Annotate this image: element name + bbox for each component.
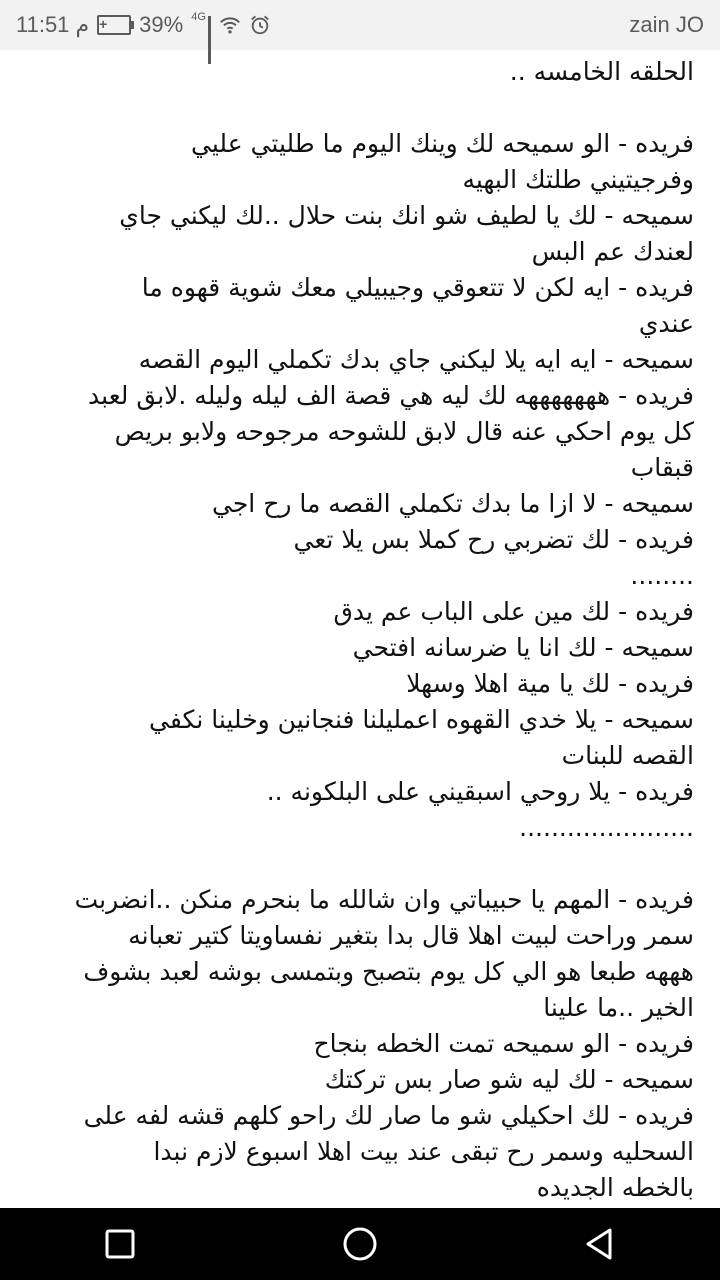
wifi-icon: [219, 14, 241, 36]
text-line: هههه طبعا هو الي كل يوم بتصبح وبتمسى بوشه لعبد بشوف: [83, 957, 694, 986]
home-button[interactable]: [330, 1214, 390, 1274]
text-line: فريده - هههههههه لك ليه هي قصة الف ليله وليله .لابق لعبد: [88, 381, 694, 410]
text-line: سميحه - ايه ايه يلا ليكني جاي بدك تكملي اليوم القصه: [138, 345, 694, 374]
text-line: فريده - لك احكيلي شو ما صار لك راحو كلهم قشه لفه على: [83, 1101, 694, 1130]
text-line: وفرجيتيني طلتك البهيه: [462, 165, 694, 194]
status-bar: [0, 0, 720, 50]
text-line: فريده - لك مين على الباب عم يدق: [333, 597, 694, 626]
text-line: بالخطه الجديده: [536, 1173, 694, 1200]
text-line: [20, 846, 694, 882]
text-line: [20, 90, 694, 126]
text-line: عندي: [638, 309, 694, 338]
text-line: سميحه - لا ازا ما بدك تكملي القصه ما رح اجي: [212, 489, 694, 518]
recents-button[interactable]: [90, 1214, 150, 1274]
text-line: القصه للبنات: [561, 741, 694, 770]
text-line: سميحه - لك ليه شو صار بس تركتك: [324, 1065, 694, 1094]
navigation-bar: [0, 1208, 720, 1280]
signal-icon: [208, 16, 211, 34]
status-icons: [16, 12, 271, 38]
back-triangle-icon: [584, 1227, 616, 1261]
text-line: فريده - الو سميحه لك وينك اليوم ما طليتي عليي: [191, 129, 694, 158]
text-line: فريده - ايه لكن لا تتعوقي وجيبيلي معك شوية قهوه ما: [141, 273, 694, 302]
alarm-clock-icon: [249, 14, 271, 36]
text-line: فريده - يلا روحي اسبقيني على البلكونه ..: [266, 777, 694, 806]
carrier-name: zain JO: [629, 12, 704, 37]
text-line: لعندك عم البس: [531, 237, 694, 266]
battery-icon: +: [97, 15, 131, 35]
back-button[interactable]: [570, 1214, 630, 1274]
text-line: فريده - لك تضربي رح كملا بس يلا تعي: [293, 525, 694, 554]
text-line: فريده - المهم يا حبيباتي وان شالله ما بنحرم منكن ..انضربت: [74, 885, 694, 914]
square-icon: [104, 1228, 136, 1260]
text-line: كل يوم احكي عنه قال لابق للشوحه مرجوحه ولابو بريص: [114, 417, 694, 446]
network-type: 4G: [191, 11, 206, 23]
text-line: فريده - لك يا مية اهلا وسهلا: [406, 669, 694, 698]
text-line: فريده - الو سميحه تمت الخطه بنجاح: [313, 1029, 694, 1058]
circle-icon: [342, 1226, 378, 1262]
battery-percent: 39%: [139, 12, 184, 37]
text-line: سميحه - لك انا يا ضرسانه افتحي: [352, 633, 694, 662]
clock-time: 11:51 م: [16, 12, 90, 37]
text-line: ........: [630, 561, 694, 590]
text-line: سميحه - يلا خدي القهوه اعمليلنا فنجانين وخلينا نكفي: [149, 705, 694, 734]
text-line: سمر وراحت لبيت اهلا قال بدا بتغير نفساويتا كتير تعبانه: [128, 921, 694, 950]
text-line: الخير ..ما علينا: [543, 993, 694, 1022]
text-line: قبقاب: [630, 453, 694, 482]
document-text[interactable]: [0, 50, 720, 1200]
text-line: ......................: [519, 813, 694, 842]
text-line: الحلقه الخامسه ..: [509, 57, 694, 86]
text-line: السحليه وسمر رح تبقى عند بيت اهلا اسبوع لازم نبدا: [153, 1137, 694, 1166]
text-line: سميحه - لك يا لطيف شو انك بنت حلال ..لك ليكني جاي: [119, 201, 694, 230]
